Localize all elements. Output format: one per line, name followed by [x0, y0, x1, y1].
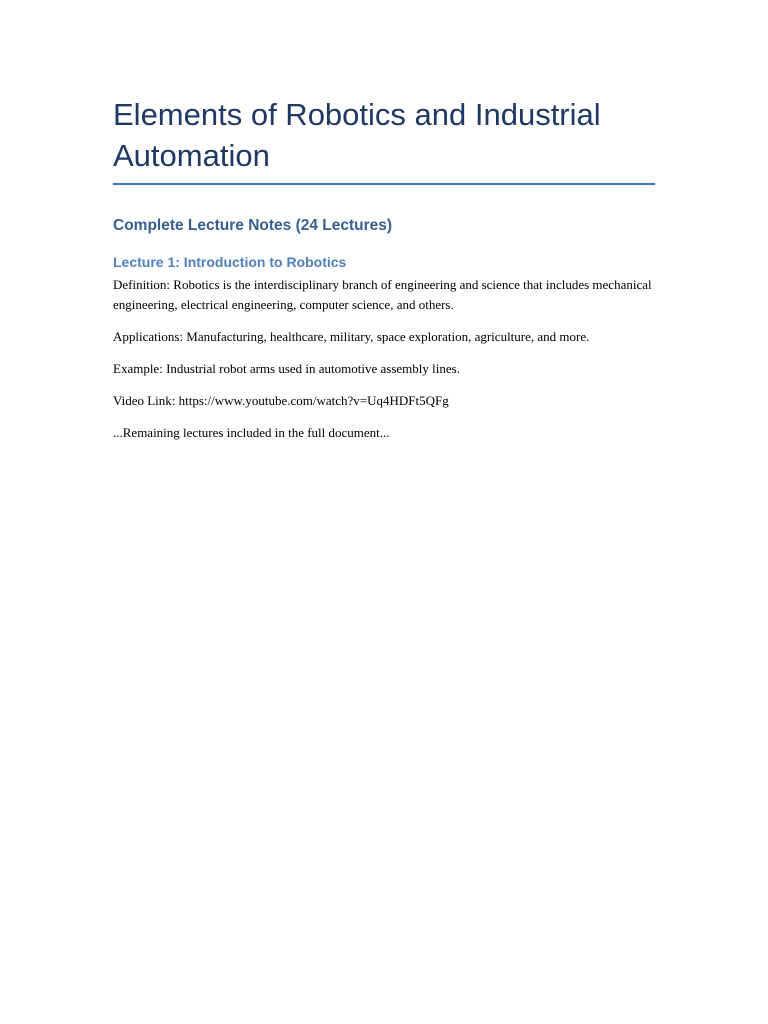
example-paragraph: Example: Industrial robot arms used in automotive assembly lines. [113, 360, 460, 376]
lecture-heading: Lecture 1: Introduction to Robotics [113, 254, 347, 270]
applications-paragraph: Applications: Manufacturing, healthcare, military, space exploration, agriculture, and more. [113, 328, 590, 344]
remaining-lectures-note: ...Remaining lectures included in the full document... [113, 424, 390, 440]
document-subtitle: Complete Lecture Notes (24 Lectures) [113, 217, 393, 234]
document-page [113, 94, 655, 442]
video-link-paragraph: Video Link: https://www.youtube.com/watch?v=Uq4HDFt5QFg [113, 392, 449, 408]
definition-paragraph: Definition: Robotics is the interdisciplinary branch of engineering and science that includes mechanical engineering, electrical engineering, computer science, and others. [113, 277, 652, 312]
title-divider [113, 183, 655, 185]
document-title: Elements of Robotics and Industrial Automation [113, 97, 601, 173]
